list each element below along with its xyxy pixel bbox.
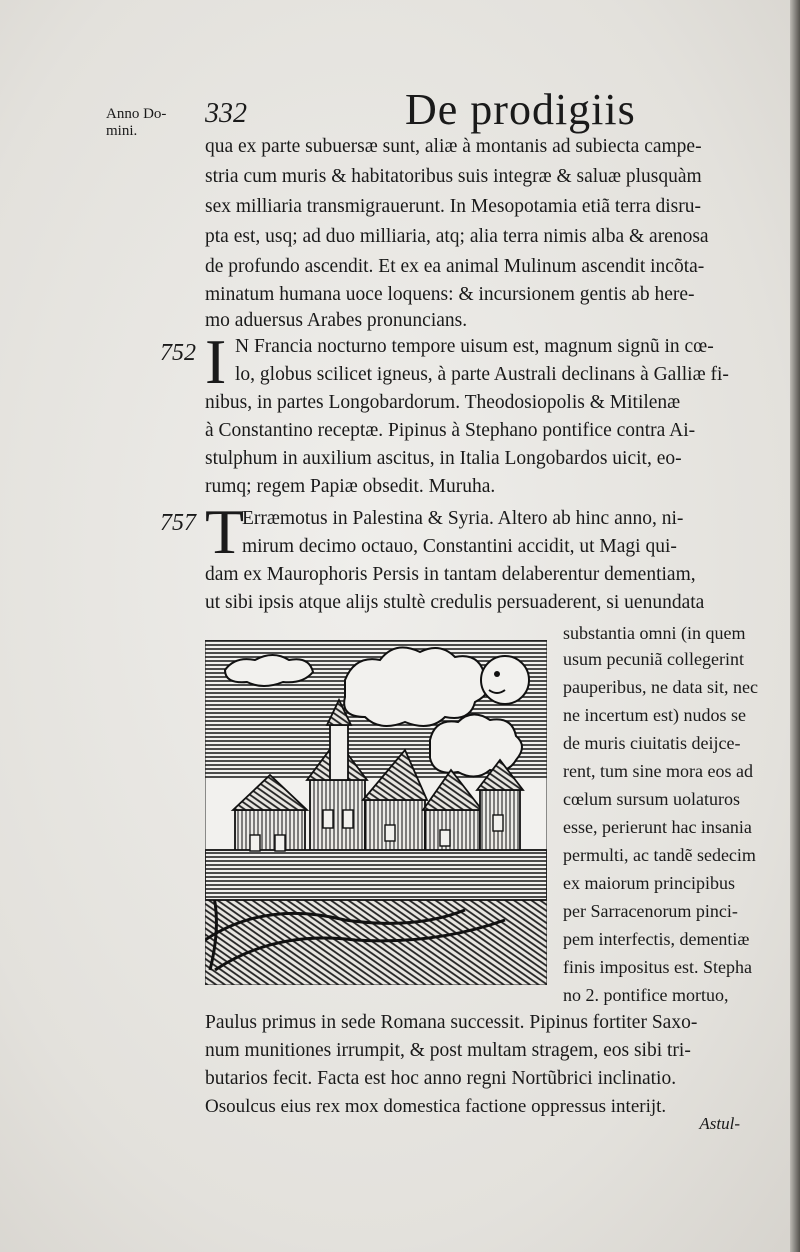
woodcut-city-clouds-image (205, 640, 547, 985)
page-number: 332 (205, 98, 247, 129)
running-head: De prodigiis (405, 85, 636, 134)
text-line: ut sibi ipsis atque alijs stultè credulis persuaderent, si uenundata (205, 592, 705, 613)
year-marker-752: 752 (160, 340, 196, 366)
text-line: stulphum in auxilium ascitus, in Italia Longobardos uicit, eo- (205, 448, 682, 469)
text-line: substantia omni (in quem (563, 623, 746, 643)
text-line: rent, tum sine mora eos ad (563, 761, 753, 781)
text-line: Paulus primus in sede Romana successit. Pipinus fortiter Saxo- (205, 1012, 698, 1033)
text-line: butarios fecit. Facta est hoc anno regni Nortũbrici inclinatio. (205, 1068, 677, 1089)
text-line: finis impositus est. Stepha (563, 957, 752, 977)
text-line: minatum humana uoce loquens: & incursionem gentis ab here- (205, 284, 695, 305)
text-line: N Francia nocturno tempore uisum est, magnum signũ in cœ- (235, 336, 714, 357)
text-line: rumq; regem Papiæ obsedit. Muruha. (205, 476, 496, 497)
text-line: pem interfectis, dementiæ (563, 929, 750, 949)
text-line: mo aduersus Arabes pronuncians. (205, 310, 468, 331)
text-line: de muris ciuitatis deijce- (563, 733, 741, 753)
catchword: Astul- (699, 1114, 740, 1133)
text-line: mirum decimo octauo, Constantini accidit, ut Magi qui- (242, 536, 677, 557)
drop-cap: T (205, 496, 245, 567)
text-line: Osoulcus eius rex mox domestica factione oppressus interijt. (205, 1096, 667, 1117)
margin-note-line: Anno Do- (106, 106, 167, 122)
text-line: pauperibus, ne data sit, nec (563, 677, 758, 697)
woodcut-illustration (205, 640, 547, 985)
text-line: cœlum sursum uolaturos (563, 789, 740, 809)
text-line: esse, perierunt hac insania (563, 817, 752, 837)
drop-cap: I (205, 326, 227, 397)
text-line: permulti, ac tandẽ sedecim (563, 845, 756, 865)
text-line: lo, globus scilicet igneus, à parte Australi declinans à Galliæ fi- (235, 364, 729, 385)
text-line: Erræmotus in Palestina & Syria. Altero ab hinc anno, ni- (242, 508, 684, 529)
text-line: à Constantino receptæ. Pipinus à Stephano pontifice contra Ai- (205, 420, 696, 441)
margin-note-line: mini. (106, 123, 138, 139)
text-line: per Sarracenorum pinci- (563, 901, 738, 921)
year-marker-757: 757 (160, 510, 196, 536)
text-line: no 2. pontifice mortuo, (563, 985, 729, 1005)
text-line: qua ex parte subuersæ sunt, aliæ à montanis ad subiecta campe- (205, 136, 702, 157)
text-line: stria cum muris & habitatoribus suis integræ & saluæ plusquàm (205, 166, 702, 187)
text-line: nibus, in partes Longobardorum. Theodosiopolis & Mitilenæ (205, 392, 681, 413)
text-line: dam ex Maurophoris Persis in tantam delaberentur dementiam, (205, 564, 696, 585)
text-line: pta est, usq; ad duo milliaria, atq; alia terra nimis alba & arenosa (205, 226, 709, 247)
text-line: de profundo ascendit. Et ex ea animal Mulinum ascendit incõta- (205, 256, 705, 277)
text-line: usum pecuniã collegerint (563, 649, 744, 669)
text-line: sex milliaria transmigrauerunt. In Mesopotamia etiã terra disru- (205, 196, 702, 217)
text-line: ne incertum est) nudos se (563, 705, 746, 725)
margin-note-anno-domini (106, 106, 196, 140)
text-line: ex maiorum principibus (563, 873, 735, 893)
text-line: num munitiones irrumpit, & post multam stragem, eos sibi tri- (205, 1040, 691, 1061)
page-edge-shadow (790, 0, 800, 1252)
